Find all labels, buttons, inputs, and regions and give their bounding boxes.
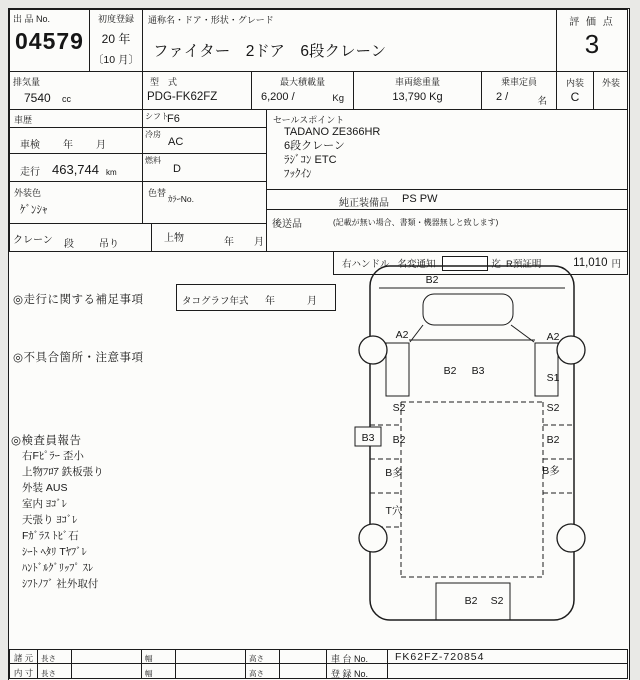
spec-height-value-cell bbox=[279, 649, 327, 664]
wheel-front-right bbox=[557, 336, 585, 364]
shaken-year: 年 bbox=[63, 140, 73, 151]
cargo-bed-lines bbox=[370, 402, 574, 577]
registration-label: 登 録 No. bbox=[331, 669, 369, 679]
mirror-line-left bbox=[410, 325, 423, 342]
shift-value: F6 bbox=[167, 113, 180, 125]
crane-hang-label: 吊り bbox=[99, 239, 119, 250]
lot-value: 04579 bbox=[15, 28, 84, 54]
diagram-label-b2-mid: B2 bbox=[443, 365, 457, 377]
inspector-note: 右Fﾋﾟﾗｰ 歪小 bbox=[22, 450, 84, 462]
gvw-box bbox=[353, 71, 482, 110]
recycle-value: 11,010 bbox=[573, 257, 608, 269]
diagram-label-b3-mid: B3 bbox=[471, 365, 485, 377]
wheel-front-left bbox=[359, 336, 387, 364]
interior-grade: C bbox=[570, 90, 580, 104]
displacement-value: 7540 bbox=[24, 91, 51, 105]
max-load-value: 6,200 / bbox=[261, 91, 295, 103]
shaken-label: 車検 bbox=[20, 140, 40, 151]
displacement-box bbox=[9, 71, 143, 110]
inspector-note: ﾊﾝﾄﾞﾙｸﾞﾘｯﾌﾟ ｽﾚ bbox=[22, 562, 94, 574]
mileage-value: 463,744 bbox=[52, 162, 99, 177]
ext-color-box bbox=[9, 181, 143, 224]
lot-box bbox=[9, 9, 90, 72]
later-shipment-label: 後送品 bbox=[272, 219, 302, 230]
inspector-title: ◎検査員報告 bbox=[11, 435, 82, 447]
score-label: 評 価 点 bbox=[569, 17, 615, 28]
width-label: 幅 bbox=[145, 654, 153, 663]
mileage-box bbox=[9, 153, 143, 182]
exterior-label: 外装 bbox=[601, 78, 620, 88]
vehicle-name-label: 通称名・ドア・形状・グレード bbox=[148, 15, 274, 25]
diagram-label-s1: S1 bbox=[546, 372, 560, 384]
windshield bbox=[423, 294, 513, 325]
diagram-label-s2-bottom: S2 bbox=[490, 595, 504, 607]
interior-exterior-box bbox=[556, 71, 628, 110]
inspector-note: 上物ﾌﾛｱ 鉄板張り bbox=[22, 466, 104, 478]
inspector-note: ｼﾌﾄﾉﾌﾞ 社外取付 bbox=[22, 578, 99, 590]
inspector-note: 外装 AUS bbox=[22, 482, 68, 494]
sales-point-item: 6段クレーン bbox=[284, 140, 345, 152]
mirror-line-right bbox=[511, 325, 534, 342]
diagram-label-b2-top: B2 bbox=[425, 274, 439, 286]
gvw-label: 車両総重量 bbox=[394, 77, 440, 87]
shaken-box bbox=[9, 127, 143, 154]
first-reg-year: 20 年 bbox=[101, 32, 131, 46]
capacity-unit: 名 bbox=[537, 96, 547, 107]
chassis-value-cell bbox=[387, 649, 628, 664]
displacement-label: 排気量 bbox=[13, 77, 41, 87]
model-label: 型 式 bbox=[150, 77, 178, 87]
later-shipment-box bbox=[266, 209, 628, 252]
vehicle-name-value: ファイター 2ドア 6段クレーン bbox=[153, 43, 387, 60]
inner-label: 内 寸 bbox=[13, 668, 34, 678]
until-label: 迄 bbox=[491, 259, 502, 270]
recolor-box bbox=[142, 181, 267, 224]
model-value: PDG-FK62FZ bbox=[147, 91, 218, 103]
sales-point-item: ﾌｯｸｲﾝ bbox=[284, 168, 312, 180]
oem-equipment-value: PS PW bbox=[402, 193, 438, 205]
body-month: 月 bbox=[254, 237, 264, 248]
registration-label-cell bbox=[326, 663, 388, 679]
ac-value: AC bbox=[168, 136, 184, 148]
ext-color-label: 外装色 bbox=[14, 188, 42, 198]
diagram-label-s2-right: S2 bbox=[546, 402, 560, 414]
chassis-label-cell bbox=[326, 649, 388, 664]
interior-label: 内装 bbox=[565, 78, 584, 88]
diagram-label-thole: T穴 bbox=[385, 505, 403, 517]
inspector-note-list bbox=[22, 448, 104, 592]
height-label: 高さ bbox=[249, 654, 264, 663]
spec-label: 諸 元 bbox=[13, 653, 34, 663]
mileage-note-title: ◎走行に関する補足事項 bbox=[13, 294, 144, 306]
ac-box bbox=[142, 127, 267, 154]
sales-point-label: セールスポイント bbox=[273, 115, 345, 125]
capacity-label: 乗車定員 bbox=[500, 77, 537, 87]
sales-point-item: TADANO ZE366HR bbox=[284, 126, 381, 138]
tachograph-label: タコグラフ年式 bbox=[182, 296, 249, 307]
fuel-box bbox=[142, 153, 267, 182]
yen-label: 円 bbox=[611, 259, 621, 270]
name-change-label: 名変通知 bbox=[397, 259, 436, 270]
max-load-label: 最大積載量 bbox=[279, 77, 325, 87]
history-box bbox=[9, 109, 143, 128]
gvw-value: 13,790 Kg bbox=[392, 91, 443, 103]
oem-equipment-box bbox=[266, 189, 628, 210]
first-reg-month: 〔10 月〕 bbox=[92, 54, 140, 66]
capacity-value: 2 / bbox=[496, 91, 509, 103]
handle-label: 右ハンドル bbox=[342, 259, 390, 270]
crane-stage-label: 段 bbox=[64, 239, 74, 250]
inspector-note: 室内 ﾖｺﾞﾚ bbox=[22, 498, 67, 510]
inner-length-value-cell bbox=[71, 663, 142, 679]
diagram-label-a2-right: A2 bbox=[546, 331, 560, 343]
vehicle-diagram bbox=[353, 263, 593, 629]
tachograph-box bbox=[176, 284, 336, 311]
wheel-rear-right bbox=[557, 524, 585, 552]
first-reg-label: 初度登録 bbox=[97, 14, 134, 24]
ext-color-value: ｹﾞﾝｼｬ bbox=[20, 204, 48, 216]
max-load-unit: Kg bbox=[332, 93, 344, 104]
spec-width-label-cell bbox=[141, 649, 176, 664]
shift-box bbox=[142, 109, 267, 128]
diagram-label-s2-left: S2 bbox=[392, 402, 406, 414]
model-box bbox=[142, 71, 252, 110]
mileage-label: 走行 bbox=[20, 167, 40, 178]
spec-header-cell bbox=[9, 649, 38, 664]
chassis-label: 車 台 No. bbox=[331, 654, 369, 664]
spec-height-label-cell bbox=[245, 649, 280, 664]
inner-width-label-cell bbox=[141, 663, 176, 679]
fuel-label: 燃料 bbox=[145, 156, 161, 165]
tachograph-month: 月 bbox=[307, 296, 317, 307]
diagram-label-bmany-right: B多 bbox=[542, 465, 560, 477]
ac-label: 冷房 bbox=[145, 130, 161, 139]
inspector-note: Fｶﾞﾗｽ ﾄﾋﾞ石 bbox=[22, 530, 79, 542]
auction-sheet-form bbox=[8, 8, 630, 680]
diagram-label-b2-left: B2 bbox=[392, 434, 406, 446]
diagram-label-b3-box: B3 bbox=[361, 432, 375, 444]
inspector-note: ｼｰﾄ ﾍﾀﾘ Tﾔﾌﾞﾚ bbox=[22, 546, 87, 558]
inner-width-value-cell bbox=[175, 663, 246, 679]
displacement-unit: cc bbox=[62, 94, 71, 104]
lot-label: 出 品 No. bbox=[13, 14, 51, 24]
shaken-month: 月 bbox=[96, 140, 106, 151]
max-load-box bbox=[251, 71, 354, 110]
vehicle-name-box bbox=[142, 9, 557, 72]
inner-length-label-cell bbox=[37, 663, 72, 679]
crane-label: クレーン bbox=[13, 235, 53, 246]
inner-height-value-cell bbox=[279, 663, 327, 679]
spec-width-value-cell bbox=[175, 649, 246, 664]
score-box bbox=[556, 9, 628, 72]
first-reg-box bbox=[89, 9, 143, 72]
history-label: 車歴 bbox=[14, 115, 33, 125]
mileage-unit: km bbox=[106, 168, 117, 177]
sales-point-item: ﾗｼﾞｺﾝ ETC bbox=[284, 154, 337, 166]
wheel-rear-left bbox=[359, 524, 387, 552]
sales-point-box bbox=[266, 109, 628, 190]
tachograph-year: 年 bbox=[265, 296, 275, 307]
length-label: 長さ bbox=[41, 669, 56, 678]
crane-box bbox=[9, 223, 152, 252]
length-label: 長さ bbox=[41, 654, 56, 663]
inner-header-cell bbox=[9, 663, 38, 679]
later-shipment-note: (記載が無い場合、書類・機器無しと致します) bbox=[333, 218, 499, 227]
color-no-label: ｶﾗｰNo. bbox=[168, 194, 194, 204]
chassis-value: FK62FZ-720854 bbox=[395, 651, 485, 663]
body-year: 年 bbox=[224, 237, 234, 248]
registration-value-cell bbox=[387, 663, 628, 679]
body-label: 上物 bbox=[164, 233, 184, 244]
body-box bbox=[151, 223, 267, 252]
inner-height-label-cell bbox=[245, 663, 280, 679]
recycle-label: R預証明 bbox=[506, 259, 542, 270]
side-panel-right bbox=[535, 343, 558, 396]
diagram-label-a2-left: A2 bbox=[395, 329, 409, 341]
capacity-box bbox=[481, 71, 557, 110]
shift-label: シフト bbox=[145, 112, 169, 121]
fuel-value: D bbox=[173, 163, 181, 175]
diagram-label-bmany-left: B多 bbox=[385, 467, 403, 479]
diagram-label-b2-right: B2 bbox=[546, 434, 560, 446]
diagram-label-b2-bottom: B2 bbox=[464, 595, 478, 607]
spec-length-value-cell bbox=[71, 649, 142, 664]
sales-point-list bbox=[284, 125, 380, 181]
spec-length-label-cell bbox=[37, 649, 72, 664]
width-label: 幅 bbox=[145, 669, 153, 678]
oem-equipment-label: 純正装備品 bbox=[339, 198, 389, 209]
recolor-label: 色替 bbox=[148, 188, 167, 198]
score-value: 3 bbox=[584, 29, 600, 59]
height-label: 高さ bbox=[249, 669, 264, 678]
inspector-note: 天張り ﾖｺﾞﾚ bbox=[22, 514, 78, 526]
side-panel-left bbox=[386, 343, 409, 396]
defect-title: ◎不具合箇所・注意事項 bbox=[13, 352, 144, 364]
